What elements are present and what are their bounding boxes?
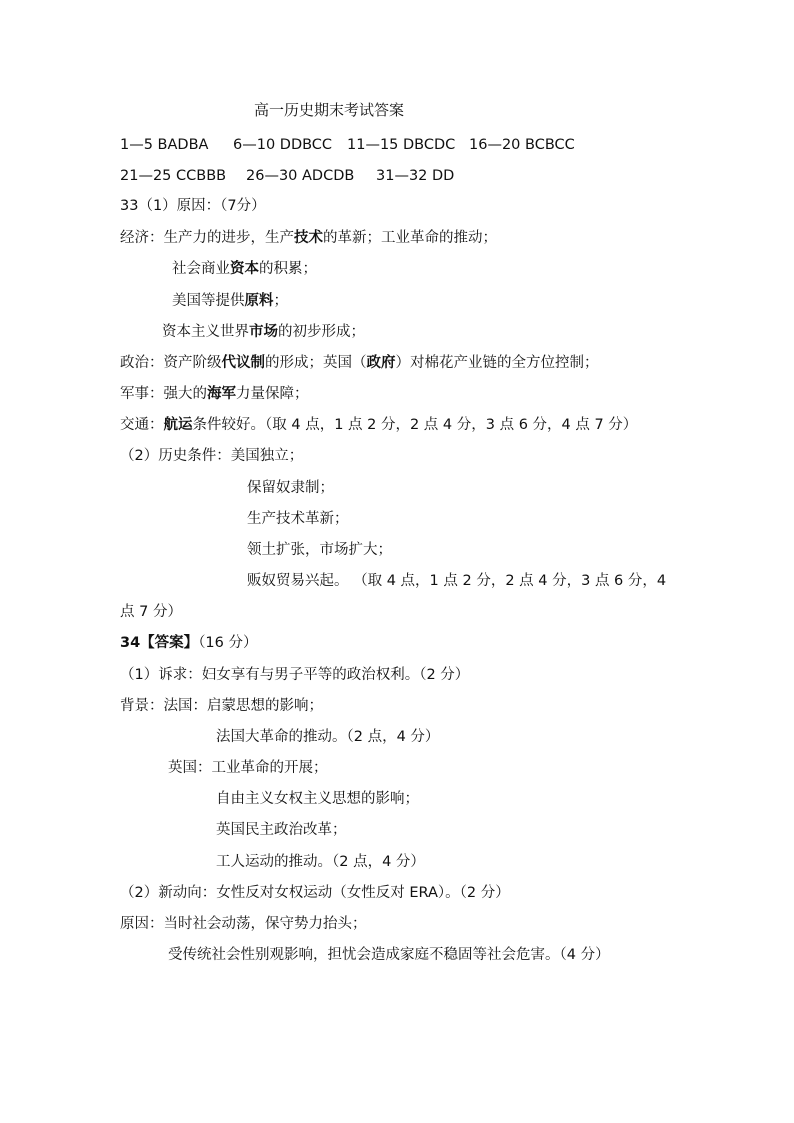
- q33-part2-item: 生产技术革新；: [247, 511, 349, 527]
- q34-uk-heading: 英国：工业革命的开展；: [168, 760, 328, 776]
- q33-economy: 经济：生产力的进步，生产技术的革新；工业革命的推动；: [120, 230, 497, 246]
- q34-uk-item: 自由主义女权主义思想的影响；: [216, 791, 419, 807]
- choice-group: 31—32 DD: [376, 168, 455, 184]
- q33-material: 美国等提供原料；: [172, 293, 288, 309]
- q33-military: 军事：强大的海军力量保障；: [120, 386, 309, 402]
- q34-heading: 34【答案】（16 分）: [120, 635, 258, 651]
- page-title: 高一历史期末考试答案: [254, 101, 405, 119]
- q33-politics: 政治：资产阶级代议制的形成；英国（政府）对棉花产业链的全方位控制；: [120, 355, 599, 371]
- q33-part2-heading: （2）历史条件：美国独立；: [120, 448, 304, 464]
- q34-background-france: 背景：法国：启蒙思想的影响；: [120, 698, 323, 714]
- q34-demand: （1）诉求：妇女享有与男子平等的政治权利。（2 分）: [120, 667, 470, 683]
- q34-reason-2: 受传统社会性别观影响，担忧会造成家庭不稳固等社会危害。（4 分）: [168, 947, 610, 963]
- choice-group: 6—10 DDBCC: [233, 137, 333, 153]
- q33-heading: 33（1）原因：（7分）: [120, 198, 266, 214]
- choice-group: 1—5 BADBA: [120, 137, 209, 153]
- q33-part2-tail: 点 7 分）: [120, 604, 182, 620]
- q33-market: 资本主义世界市场的初步形成；: [162, 324, 365, 340]
- q33-part2-item: 贩奴贸易兴起。 （取 4 点，1 点 2 分，2 点 4 分，3 点 6 分，4: [247, 573, 667, 589]
- q34-uk-item: 工人运动的推动。（2 点，4 分）: [216, 854, 425, 870]
- q33-part2-item: 领土扩张，市场扩大；: [247, 542, 392, 558]
- q34-france-item: 法国大革命的推动。（2 点，4 分）: [216, 729, 440, 745]
- choice-group: 16—20 BCBCC: [469, 137, 575, 153]
- choice-group: 21—25 CCBBB: [120, 168, 227, 184]
- q33-capital: 社会商业资本的积累；: [172, 261, 317, 277]
- q34-uk-item: 英国民主政治改革；: [216, 822, 347, 838]
- choice-group: 26—30 ADCDB: [246, 168, 355, 184]
- q33-part2-item: 保留奴隶制；: [247, 480, 334, 496]
- q34-reason: 原因：当时社会动荡，保守势力抬头；: [120, 916, 367, 932]
- choice-group: 11—15 DBCDC: [347, 137, 456, 153]
- q34-new-trend: （2）新动向：女性反对女权运动（女性反对 ERA）。（2 分）: [120, 885, 510, 901]
- q33-transport: 交通：航运条件较好。（取 4 点，1 点 2 分，2 点 4 分，3 点 6 分，4 点 7 分）: [120, 417, 638, 433]
